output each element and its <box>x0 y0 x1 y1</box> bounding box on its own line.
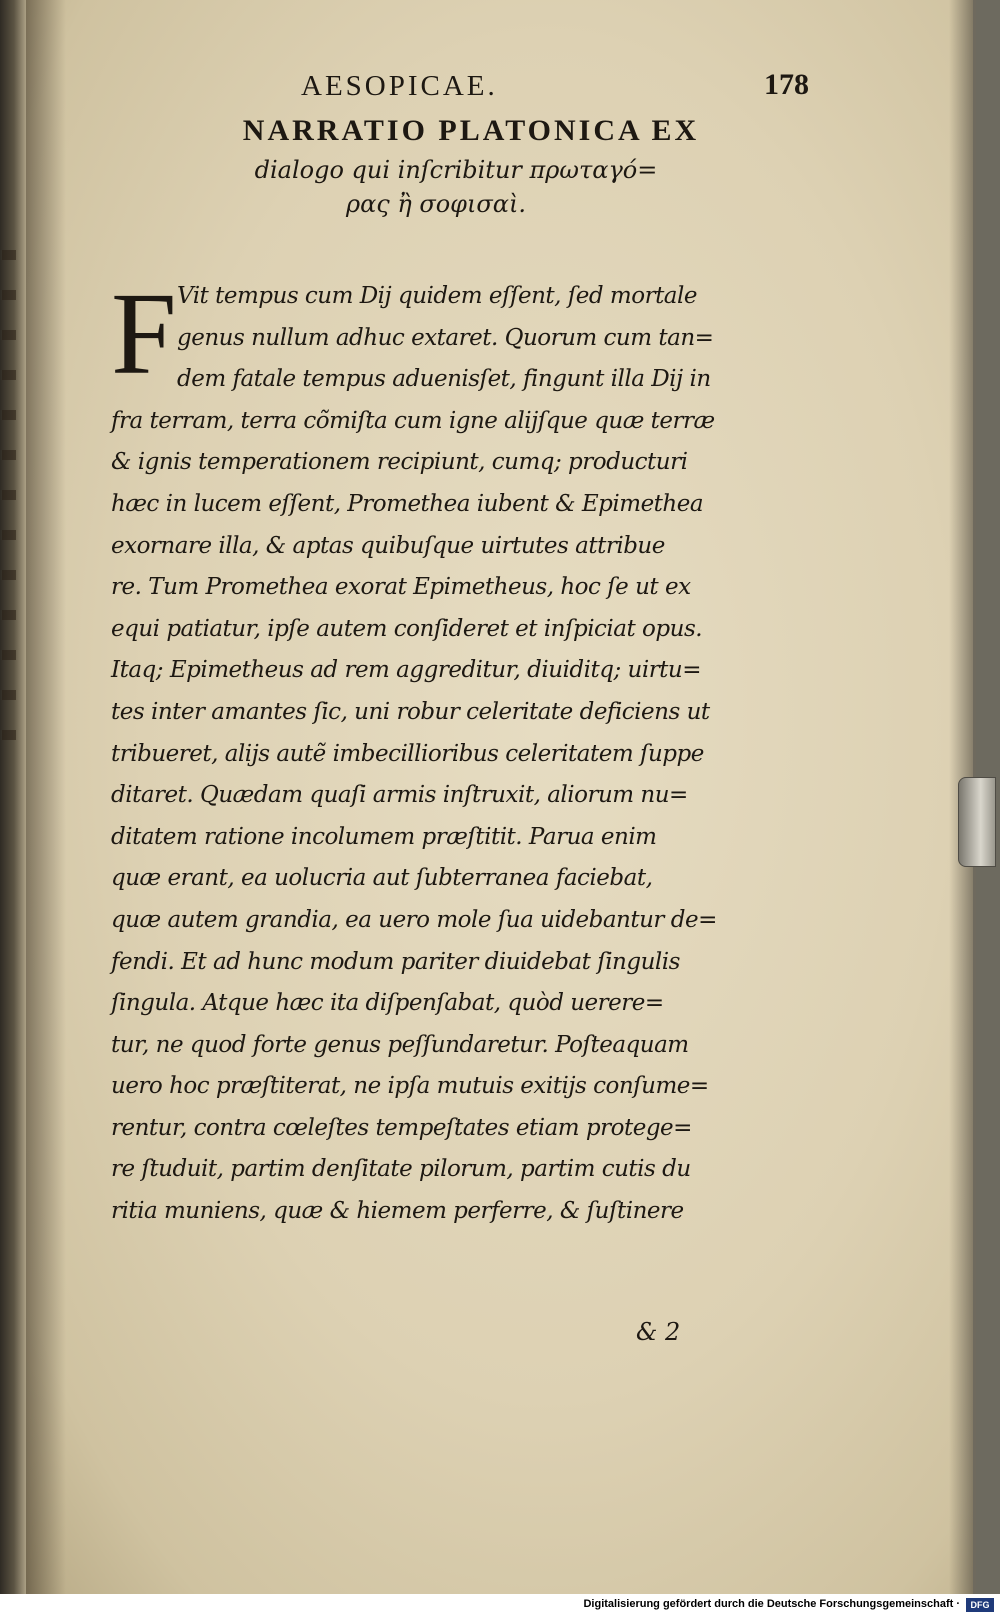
text-line: ditaret. Quædam quaſi armis inſtruxit, aliorum nu= <box>111 782 688 809</box>
book-page <box>26 0 976 1594</box>
text-line: ſingula. Atque hæc ita diſpenſabat, quòd uerere= <box>111 990 664 1017</box>
text-line: Vit tempus cum Dij quidem eſſent, ſed mortale <box>177 283 697 309</box>
funding-notice: Digitalisierung gefördert durch die Deutsche Forschungsgemeinschaft · <box>583 1598 960 1610</box>
text-line: re. Tum Promethea exorat Epimetheus, hoc ſe ut ex <box>111 574 691 601</box>
text-line: tur, ne quod forte genus peſſundaretur. Poſteaquam <box>111 1031 689 1058</box>
text-line: & ignis temperationem recipiunt, cumq; producturi <box>111 449 688 476</box>
drop-cap: F <box>111 268 177 399</box>
text-line: fendi. Et ad hunc modum pariter diuidebat ſingulis <box>111 948 680 975</box>
text-line: quæ erant, ea uolucria aut ſubterranea faciebat, <box>111 865 653 892</box>
running-head <box>111 68 809 110</box>
running-title: AESOPICAE. <box>301 70 498 102</box>
text-line: ritia muniens, quæ & hiemem perferre, & ſuſtinere <box>111 1198 684 1225</box>
text-line: fra terram, terra cõmiſta cum igne alijſque quæ terræ <box>111 407 715 434</box>
text-line: ditatem ratione incolumem præſtitit. Parua enim <box>111 823 657 850</box>
gutter-shadow <box>26 0 66 1594</box>
text-line: Itaq; Epimetheus ad rem aggreditur, diuiditq; uirtu= <box>111 657 702 684</box>
text-line: uero hoc præſtiterat, ne ipſa mutuis exitijs conſume= <box>111 1073 709 1100</box>
body-text <box>111 268 801 1233</box>
catchword: & 2 <box>636 1318 681 1346</box>
footer-bar <box>0 1594 1000 1617</box>
text-line: exornare illa, & aptas quibuſque uirtutes attribue <box>111 532 665 559</box>
dfg-logo-icon: DFG <box>966 1598 994 1612</box>
text-line: quæ autem grandia, ea uero mole ſua uidebantur de= <box>111 906 717 933</box>
text-line: tes inter amantes ſic, uni robur celeritate deficiens ut <box>111 698 710 725</box>
text-line: equi patiatur, ipſe autem conſideret et inſpiciat opus. <box>111 615 703 642</box>
chapter-subheading-line-2: ρας ἢ σοφισαὶ. <box>345 190 527 218</box>
left-page-text-fragments <box>2 250 16 770</box>
text-line: hæc in lucem eſſent, Promethea iubent & Epimethea <box>111 490 704 517</box>
page-clip <box>958 777 996 867</box>
text-line: dem fatale tempus aduenisſet, fingunt illa Dij in <box>177 366 711 393</box>
chapter-heading: NARRATIO PLATONICA EX <box>242 114 700 147</box>
page-number: 178 <box>764 68 809 101</box>
text-line: tribueret, alijs autẽ imbecillioribus celeritatem ſuppe <box>111 740 704 767</box>
page-text-block <box>111 68 809 1233</box>
text-line: re ſtuduit, partim denſitate pilorum, partim cutis du <box>111 1156 691 1183</box>
text-line: genus nullum adhuc extaret. Quorum cum tan= <box>177 324 714 351</box>
chapter-subheading-line-1: dialogo qui inſcribitur πρωταγό= <box>254 156 658 184</box>
text-line: rentur, contra cœleſtes tempeſtates etiam protege= <box>111 1114 692 1141</box>
